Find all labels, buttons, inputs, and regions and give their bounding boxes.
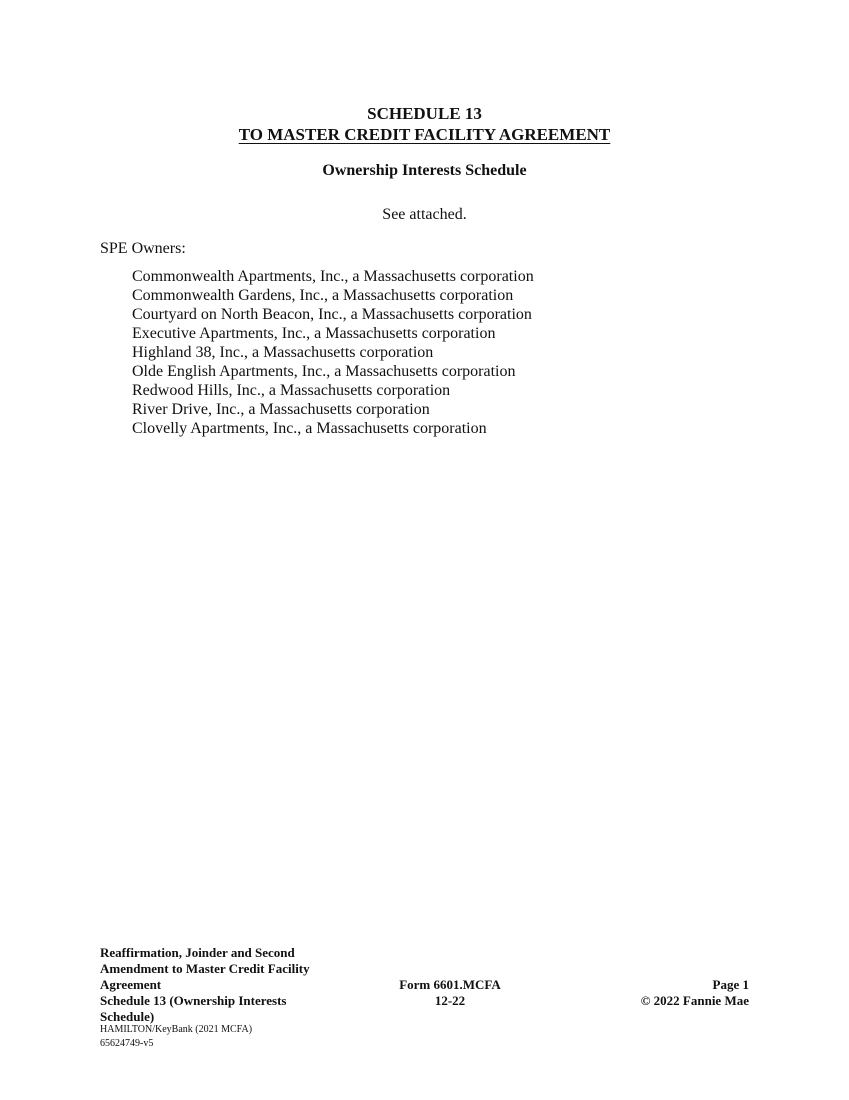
- spe-owners-list: [132, 267, 534, 438]
- owner-item: Highland 38, Inc., a Massachusetts corporation: [132, 344, 434, 361]
- owner-item: Redwood Hills, Inc., a Massachusetts corporation: [132, 382, 451, 399]
- owner-item: River Drive, Inc., a Massachusetts corporation: [132, 401, 430, 418]
- footer-title-line: Agreement: [100, 977, 162, 992]
- spe-owners-label: SPE Owners:: [100, 240, 186, 257]
- schedule-title: SCHEDULE 13: [367, 104, 482, 123]
- owner-item: Clovelly Apartments, Inc., a Massachusetts corporation: [132, 420, 487, 437]
- copyright-notice: © 2022 Fannie Mae: [640, 993, 749, 1008]
- footer-form-info: [380, 977, 520, 1009]
- owner-item: Executive Apartments, Inc., a Massachusetts corporation: [132, 325, 496, 342]
- footer-doc-id: 65624749-v5: [100, 1038, 154, 1049]
- see-attached-note: See attached.: [382, 206, 467, 223]
- footer-page-info: [589, 977, 749, 1009]
- footer-doc-reference: HAMILTON/KeyBank (2021 MCFA): [100, 1024, 253, 1035]
- owner-item: Commonwealth Gardens, Inc., a Massachusetts corporation: [132, 287, 514, 304]
- page-number: Page 1: [712, 977, 749, 992]
- footer-document-title: [100, 945, 360, 1025]
- footer-title-line: Schedule): [100, 1009, 155, 1024]
- schedule-subtitle: Ownership Interests Schedule: [322, 162, 527, 179]
- owner-item: Courtyard on North Beacon, Inc., a Massachusetts corporation: [132, 306, 532, 323]
- footer-title-line: Reaffirmation, Joinder and Second: [100, 945, 295, 960]
- agreement-title: TO MASTER CREDIT FACILITY AGREEMENT: [238, 125, 611, 144]
- footer-title-line: Amendment to Master Credit Facility: [100, 961, 310, 976]
- owner-item: Olde English Apartments, Inc., a Massachusetts corporation: [132, 363, 516, 380]
- form-number: Form 6601.MCFA: [399, 977, 501, 992]
- footer-title-line: Schedule 13 (Ownership Interests: [100, 993, 287, 1008]
- owner-item: Commonwealth Apartments, Inc., a Massachusetts corporation: [132, 268, 534, 285]
- form-date: 12-22: [434, 993, 466, 1008]
